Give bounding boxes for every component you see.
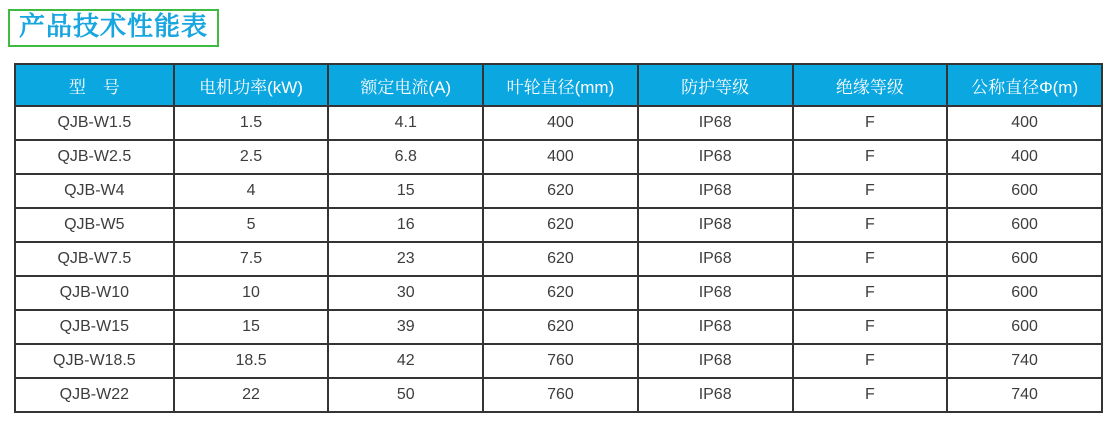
table-cell: 50: [328, 378, 483, 412]
table-row: [15, 344, 1102, 378]
table-cell: 4.1: [328, 106, 483, 140]
table-cell: 15: [174, 310, 329, 344]
table-cell: 42: [328, 344, 483, 378]
page-title: 产品技术性能表: [19, 11, 209, 41]
table-row: [15, 276, 1102, 310]
table-row: [15, 106, 1102, 140]
column-header: 额定电流(A): [328, 64, 483, 106]
table-row: [15, 242, 1102, 276]
table-cell: 6.8: [328, 140, 483, 174]
table-row: [15, 310, 1102, 344]
table-cell: QJB-W22: [15, 378, 174, 412]
table-cell: 15: [328, 174, 483, 208]
table-cell: QJB-W4: [15, 174, 174, 208]
table-cell: 1.5: [174, 106, 329, 140]
header-row: [15, 64, 1102, 106]
table-cell: 23: [328, 242, 483, 276]
spec-table: [14, 63, 1103, 413]
table-cell: 620: [483, 276, 638, 310]
table-row: [15, 208, 1102, 242]
column-header: 型 号: [15, 64, 174, 106]
table-cell: 740: [947, 344, 1102, 378]
table-cell: QJB-W15: [15, 310, 174, 344]
table-cell: 400: [947, 106, 1102, 140]
table-cell: F: [793, 106, 948, 140]
table-cell: F: [793, 140, 948, 174]
table-cell: IP68: [638, 174, 793, 208]
page-title-box: [8, 9, 219, 47]
table-cell: F: [793, 242, 948, 276]
table-cell: IP68: [638, 344, 793, 378]
table-cell: 620: [483, 174, 638, 208]
table-cell: 30: [328, 276, 483, 310]
table-cell: 7.5: [174, 242, 329, 276]
table-cell: 600: [947, 242, 1102, 276]
table-cell: QJB-W18.5: [15, 344, 174, 378]
column-header: 电机功率(kW): [174, 64, 329, 106]
table-cell: 620: [483, 310, 638, 344]
column-header: 公称直径Φ(m): [947, 64, 1102, 106]
table-cell: 5: [174, 208, 329, 242]
table-cell: 620: [483, 242, 638, 276]
table-cell: 4: [174, 174, 329, 208]
table-cell: 600: [947, 310, 1102, 344]
column-header: 叶轮直径(mm): [483, 64, 638, 106]
table-cell: QJB-W1.5: [15, 106, 174, 140]
table-cell: 740: [947, 378, 1102, 412]
table-cell: 400: [483, 140, 638, 174]
table-cell: 22: [174, 378, 329, 412]
table-cell: F: [793, 276, 948, 310]
table-cell: IP68: [638, 310, 793, 344]
table-cell: 18.5: [174, 344, 329, 378]
spec-table-head: [15, 64, 1102, 106]
table-cell: 400: [947, 140, 1102, 174]
table-row: [15, 174, 1102, 208]
table-cell: IP68: [638, 208, 793, 242]
table-row: [15, 140, 1102, 174]
column-header: 绝缘等级: [793, 64, 948, 106]
table-cell: 600: [947, 174, 1102, 208]
table-cell: 10: [174, 276, 329, 310]
table-cell: 620: [483, 208, 638, 242]
table-cell: 16: [328, 208, 483, 242]
table-cell: 600: [947, 208, 1102, 242]
table-cell: IP68: [638, 378, 793, 412]
table-cell: QJB-W10: [15, 276, 174, 310]
table-row: [15, 378, 1102, 412]
table-cell: QJB-W2.5: [15, 140, 174, 174]
spec-table-body: [15, 106, 1102, 412]
table-cell: IP68: [638, 106, 793, 140]
table-cell: F: [793, 310, 948, 344]
table-cell: 760: [483, 344, 638, 378]
table-cell: IP68: [638, 276, 793, 310]
table-cell: IP68: [638, 140, 793, 174]
table-cell: QJB-W5: [15, 208, 174, 242]
table-cell: 600: [947, 276, 1102, 310]
table-cell: F: [793, 344, 948, 378]
table-cell: 39: [328, 310, 483, 344]
column-header: 防护等级: [638, 64, 793, 106]
table-cell: IP68: [638, 242, 793, 276]
table-cell: QJB-W7.5: [15, 242, 174, 276]
table-cell: 400: [483, 106, 638, 140]
table-cell: 2.5: [174, 140, 329, 174]
table-cell: 760: [483, 378, 638, 412]
table-cell: F: [793, 208, 948, 242]
table-cell: F: [793, 174, 948, 208]
table-cell: F: [793, 378, 948, 412]
